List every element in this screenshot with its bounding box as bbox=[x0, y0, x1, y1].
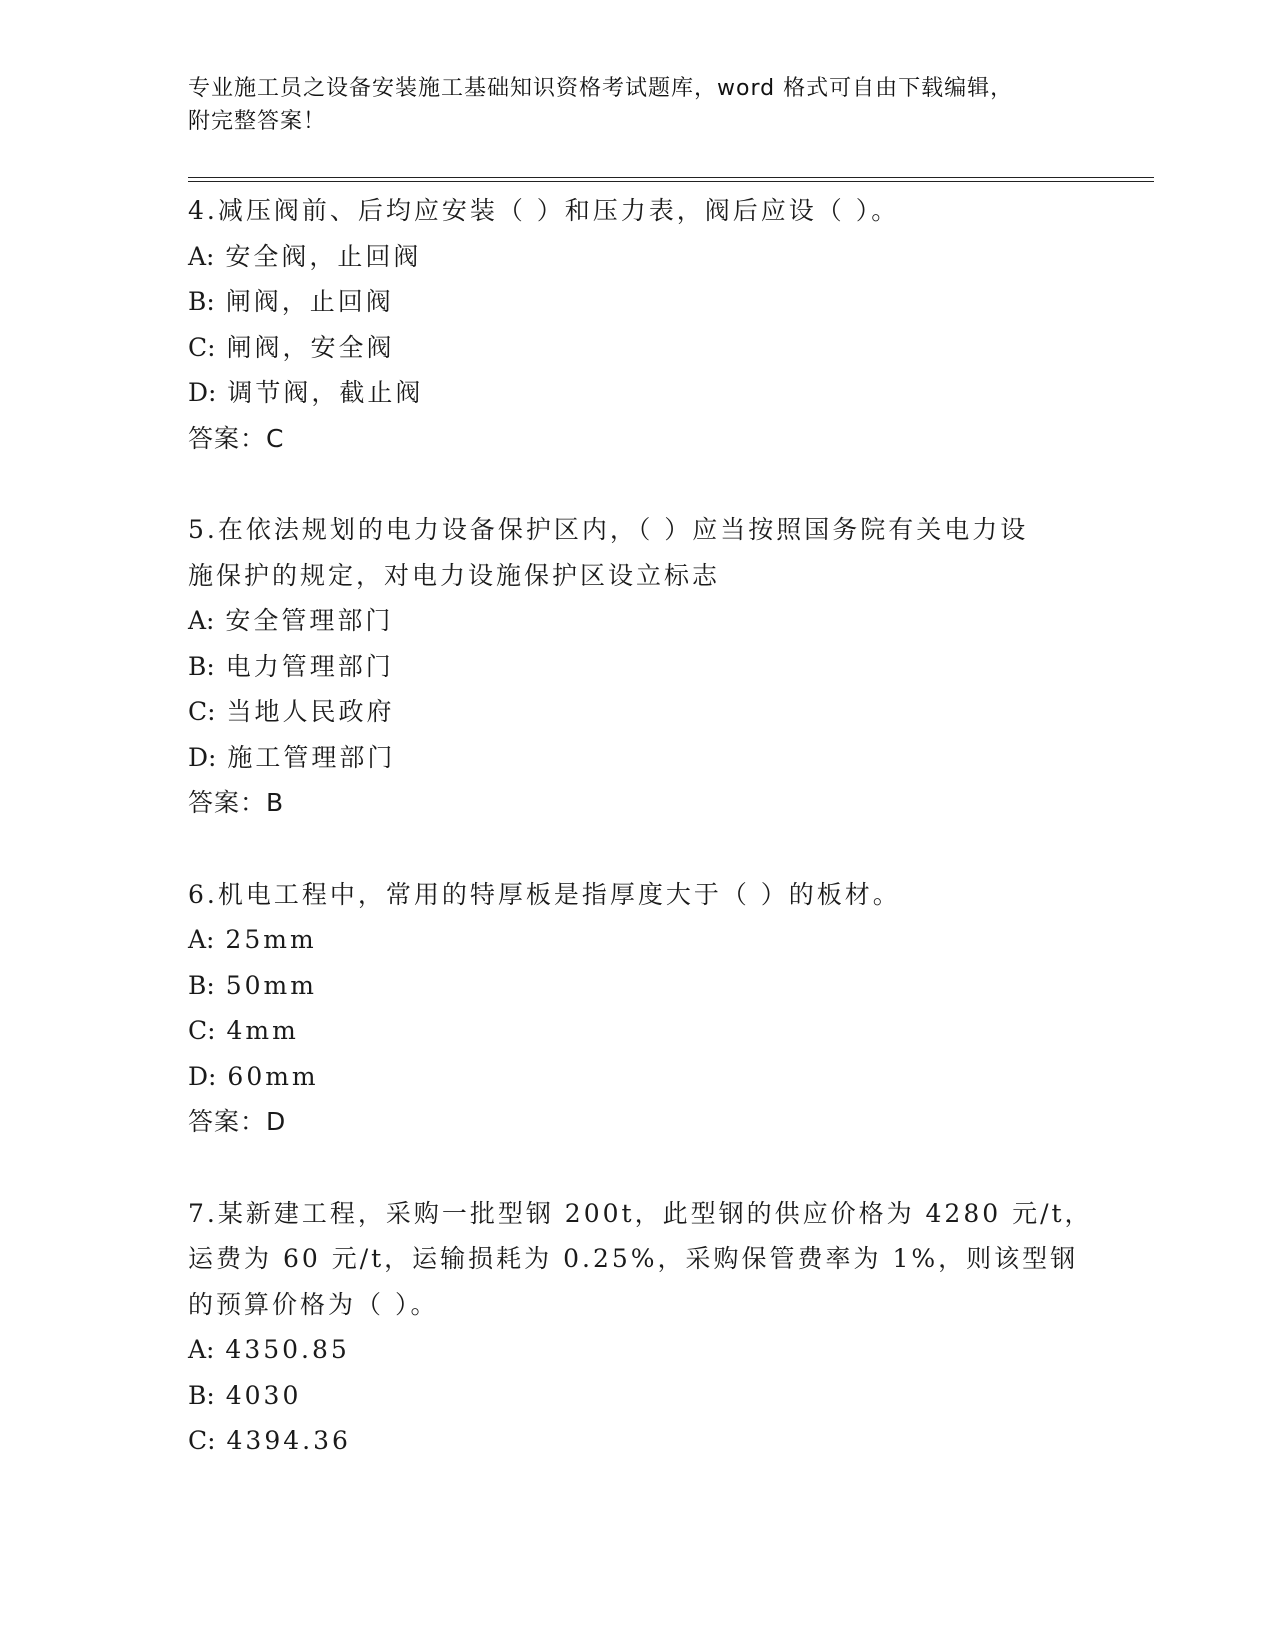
option-b bbox=[188, 644, 1088, 690]
question-stem-line: 6.机电工程中，常用的特厚板是指厚度大于（ ）的板材。 bbox=[188, 879, 901, 909]
option-text: 50mm bbox=[214, 970, 317, 1000]
option-letter: B: bbox=[188, 1380, 215, 1410]
question-stem-line: 施保护的规定，对电力设施保护区设立标志 bbox=[188, 560, 721, 590]
answer-label: 答案： bbox=[188, 423, 267, 453]
header-line-1: 专业施工员之设备安装施工基础知识资格考试题库，word 格式可自由下载编辑， bbox=[188, 76, 1014, 101]
option-letter: A: bbox=[188, 925, 215, 954]
option-d bbox=[188, 1054, 1088, 1100]
option-letter: A: bbox=[188, 241, 215, 271]
option-text: 安全管理部门 bbox=[214, 606, 394, 635]
option-letter: D: bbox=[188, 378, 217, 407]
header-line-2: 附完整答案！ bbox=[188, 109, 327, 134]
option-text: 当地人民政府 bbox=[215, 697, 395, 726]
answer-line bbox=[188, 416, 1088, 462]
option-d bbox=[188, 735, 1088, 781]
option-a bbox=[188, 917, 1088, 963]
option-letter: A: bbox=[188, 606, 215, 635]
option-text: 4030 bbox=[214, 1380, 302, 1410]
option-text: 60mm bbox=[216, 1061, 319, 1091]
option-text: 闸阀，止回阀 bbox=[214, 287, 394, 316]
question-stem-line: 运费为 60 元/t，运输损耗为 0.25%，采购保管费率为 1%，则该型钢 bbox=[188, 1244, 1079, 1273]
option-c bbox=[188, 689, 1088, 735]
answer-value: C bbox=[266, 423, 285, 453]
question-stem-line: 5.在依法规划的电力设备保护区内，（ ）应当按照国务院有关电力设 bbox=[188, 515, 1029, 544]
option-text: 电力管理部门 bbox=[214, 651, 394, 681]
option-text: 4394.36 bbox=[215, 1426, 351, 1455]
option-c bbox=[188, 1008, 1088, 1054]
option-a bbox=[188, 598, 1088, 644]
option-text: 4mm bbox=[215, 1016, 299, 1045]
option-letter: C: bbox=[188, 697, 216, 726]
option-letter: C: bbox=[188, 332, 216, 362]
document-header bbox=[188, 72, 1088, 138]
option-c bbox=[188, 1418, 1088, 1464]
answer-line bbox=[188, 780, 1088, 826]
question-list bbox=[188, 188, 1093, 1464]
answer-value: D bbox=[266, 1107, 287, 1136]
question-stem-line: 的预算价格为（ ）。 bbox=[188, 1289, 439, 1319]
question-stem-line: 7.某新建工程，采购一批型钢 200t，此型钢的供应价格为 4280 元/t， bbox=[188, 1198, 1093, 1228]
question-6 bbox=[188, 872, 1088, 1145]
option-c bbox=[188, 325, 1088, 371]
answer-line bbox=[188, 1099, 1088, 1145]
option-text: 闸阀，安全阀 bbox=[215, 332, 395, 362]
option-a bbox=[188, 234, 1088, 280]
option-b bbox=[188, 1373, 1088, 1419]
option-text: 25mm bbox=[214, 925, 317, 954]
option-text: 4350.85 bbox=[214, 1335, 350, 1364]
option-text: 安全阀，止回阀 bbox=[214, 241, 422, 271]
question-4 bbox=[188, 188, 1088, 461]
header-divider-top bbox=[188, 177, 1154, 178]
option-text: 施工管理部门 bbox=[216, 742, 396, 772]
option-letter: D: bbox=[188, 1061, 217, 1091]
option-a bbox=[188, 1327, 1088, 1373]
answer-value: B bbox=[266, 788, 285, 817]
option-b bbox=[188, 963, 1088, 1009]
question-7 bbox=[188, 1191, 1093, 1464]
option-letter: C: bbox=[188, 1016, 216, 1045]
option-letter: C: bbox=[188, 1426, 216, 1455]
option-letter: A: bbox=[188, 1335, 215, 1364]
header-divider-bottom bbox=[188, 181, 1154, 182]
option-letter: B: bbox=[188, 287, 215, 316]
option-letter: B: bbox=[188, 651, 215, 681]
option-b bbox=[188, 279, 1088, 325]
option-letter: D: bbox=[188, 742, 217, 772]
option-text: 调节阀，截止阀 bbox=[216, 378, 424, 407]
option-letter: B: bbox=[188, 970, 215, 1000]
question-stem-line: 4.减压阀前、后均应安装（ ）和压力表，阀后应设（ ）。 bbox=[188, 196, 900, 225]
answer-label: 答案： bbox=[188, 1107, 267, 1136]
question-5 bbox=[188, 507, 1088, 826]
option-d bbox=[188, 370, 1088, 416]
answer-label: 答案： bbox=[188, 788, 267, 817]
